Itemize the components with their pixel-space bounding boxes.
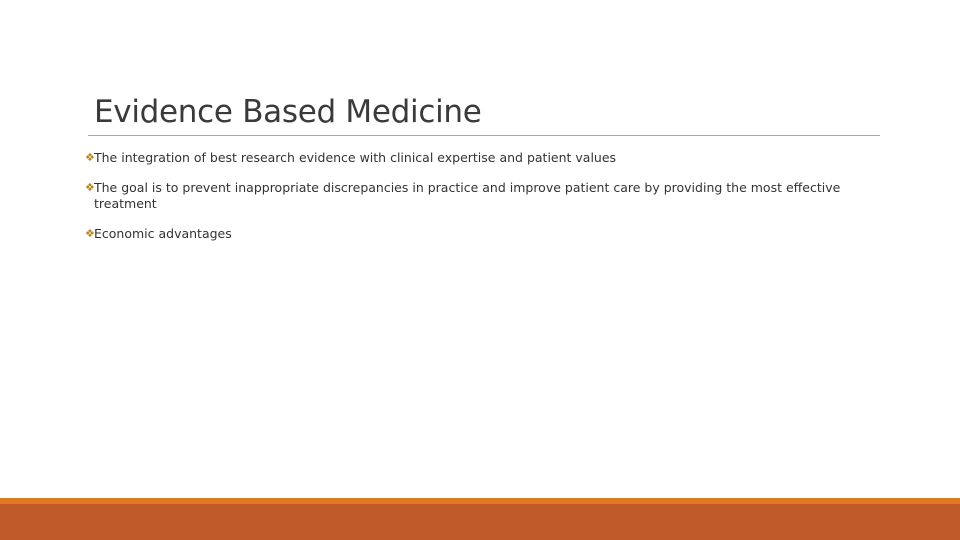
bullet-item	[86, 180, 846, 212]
bullet-text: The integration of best research evidence with clinical expertise and patient values	[94, 150, 617, 165]
footer-band	[0, 504, 960, 540]
bullet-text: The goal is to prevent inappropriate discrepancies in practice and improve patient care by providing the most effective treatment	[94, 180, 841, 211]
diamond-bullet-icon: ❖	[85, 151, 95, 164]
slide-title: Evidence Based Medicine	[94, 94, 482, 130]
diamond-bullet-icon: ❖	[85, 181, 95, 194]
bullet-list	[86, 150, 846, 256]
bullet-item	[86, 150, 846, 166]
bullet-text: Economic advantages	[94, 226, 232, 241]
bullet-item	[86, 226, 846, 242]
title-divider	[88, 135, 880, 136]
diamond-bullet-icon: ❖	[85, 227, 95, 240]
